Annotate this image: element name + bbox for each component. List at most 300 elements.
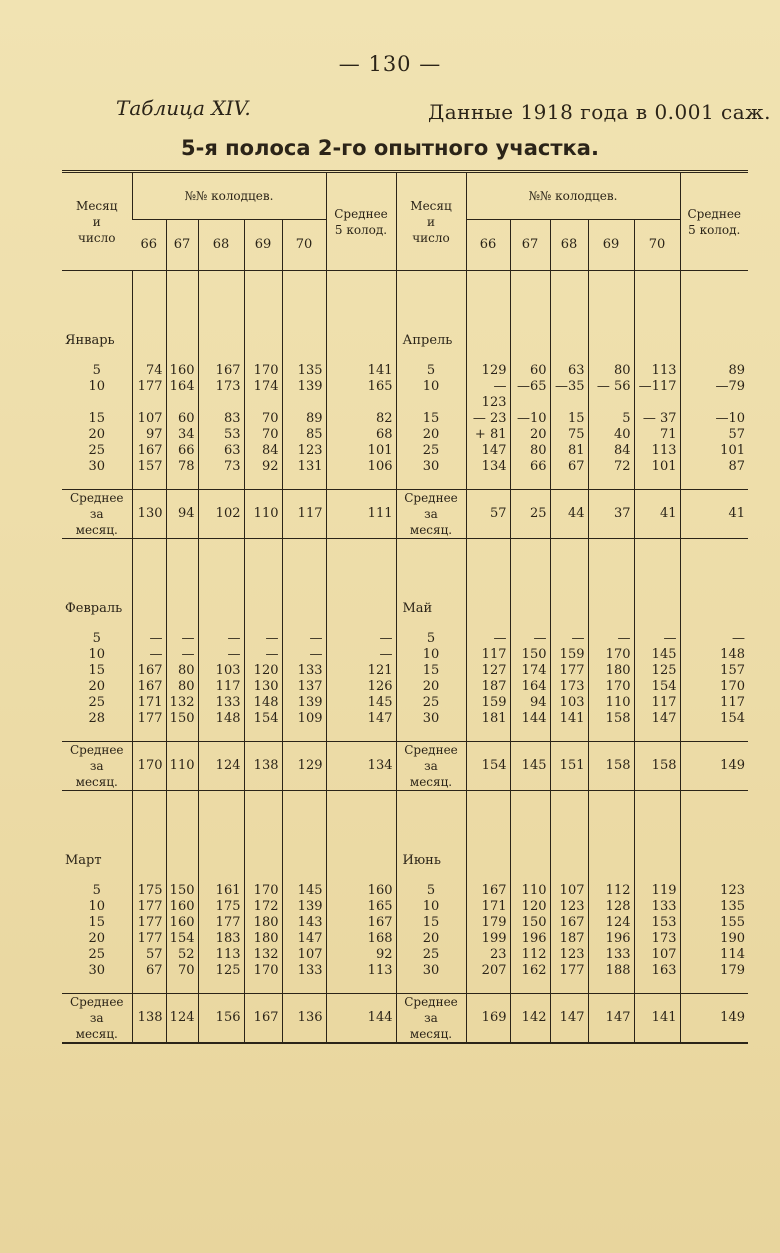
value-cell: 177: [550, 663, 588, 679]
block-spacer: [62, 271, 748, 334]
value-cell: 83: [198, 411, 244, 427]
average-value: 158: [634, 742, 680, 791]
value-cell: 92: [326, 947, 396, 963]
value-cell: 70: [166, 963, 198, 979]
value-cell: —: [132, 631, 166, 647]
value-cell: 67: [132, 963, 166, 979]
value-cell: 147: [282, 931, 326, 947]
day-cell: 20: [88, 679, 106, 694]
value-cell: —: [634, 631, 680, 647]
average-value: 110: [166, 742, 198, 791]
blank-cell: [550, 349, 588, 363]
well-number-header: 69: [588, 220, 634, 271]
value-cell: —117: [634, 379, 680, 411]
average-value: 57: [466, 490, 510, 539]
value-cell: 117: [634, 695, 680, 711]
value-cell: 132: [166, 695, 198, 711]
page-number: — 130 —: [338, 52, 442, 76]
value-cell: 161: [198, 883, 244, 899]
value-cell: 80: [166, 679, 198, 695]
value-cell: 147: [466, 443, 510, 459]
average-value: 44: [550, 490, 588, 539]
value-cell: 177: [132, 379, 166, 411]
well-number-header: 67: [510, 220, 550, 271]
day-cell: 5: [396, 631, 466, 647]
average-value: 25: [510, 490, 550, 539]
table-row: [62, 459, 748, 475]
average-value: 138: [244, 742, 282, 791]
day-cell: 20: [396, 931, 466, 947]
blank-cell: [634, 869, 680, 883]
value-cell: 57: [680, 427, 748, 443]
value-cell: —: [466, 631, 510, 647]
value-cell: 165: [326, 379, 396, 411]
value-cell: 72: [588, 459, 634, 475]
blank-cell: [132, 601, 166, 617]
average-header: [326, 172, 396, 271]
blank-cell: [634, 539, 680, 602]
blank-cell: [282, 617, 326, 631]
blank-cell: [166, 349, 198, 363]
average-value: 147: [588, 994, 634, 1044]
value-cell: — 37: [634, 411, 680, 427]
average-header: [680, 172, 748, 271]
blank-cell: [680, 791, 748, 854]
blank-cell: [244, 791, 282, 854]
value-cell: 181: [466, 711, 510, 727]
blank-cell: [326, 271, 396, 334]
value-cell: —: [198, 631, 244, 647]
average-value: 167: [244, 994, 282, 1044]
blank-cell: [326, 869, 396, 883]
blank-cell: [634, 979, 680, 994]
value-cell: 167: [466, 883, 510, 899]
value-cell: 130: [244, 679, 282, 695]
block-spacer: [62, 791, 748, 854]
day-cell: 30: [88, 459, 106, 474]
day-cell: 15: [88, 411, 106, 426]
value-cell: 171: [132, 695, 166, 711]
blank-cell: [396, 271, 466, 334]
value-cell: 135: [680, 899, 748, 915]
value-cell: 113: [634, 363, 680, 379]
blank-cell: [244, 617, 282, 631]
value-cell: 159: [466, 695, 510, 711]
value-cell: —: [326, 647, 396, 663]
value-cell: 73: [198, 459, 244, 475]
well-number-header: 69: [244, 220, 282, 271]
value-cell: 135: [282, 363, 326, 379]
value-cell: 154: [634, 679, 680, 695]
day-cell: 30: [396, 711, 466, 727]
blank-cell: [588, 727, 634, 742]
value-cell: 164: [510, 679, 550, 695]
day-cell: 15: [396, 411, 466, 427]
blank-cell: [396, 617, 466, 631]
average-value: 37: [588, 490, 634, 539]
wells-header: №№ колодцев.: [132, 172, 326, 220]
table-row: [62, 443, 748, 459]
value-cell: 71: [634, 427, 680, 443]
well-number-header: 66: [466, 220, 510, 271]
value-cell: 133: [282, 663, 326, 679]
value-cell: 107: [132, 411, 166, 427]
value-cell: 97: [132, 427, 166, 443]
value-cell: 177: [132, 899, 166, 915]
value-cell: 160: [326, 883, 396, 899]
value-cell: 175: [198, 899, 244, 915]
value-cell: 157: [680, 663, 748, 679]
day-cell: 20: [396, 679, 466, 695]
value-cell: 196: [510, 931, 550, 947]
average-value: 110: [244, 490, 282, 539]
value-cell: 113: [326, 963, 396, 979]
blank-cell: [680, 349, 748, 363]
value-cell: 80: [588, 363, 634, 379]
average-value: 169: [466, 994, 510, 1044]
value-cell: + 81: [466, 427, 510, 443]
blank-cell: [198, 979, 244, 994]
blank-cell: [166, 853, 198, 869]
average-value: 147: [550, 994, 588, 1044]
value-cell: 101: [634, 459, 680, 475]
value-cell: 123: [282, 443, 326, 459]
blank-cell: [680, 727, 748, 742]
value-cell: 92: [244, 459, 282, 475]
blank-cell: [466, 979, 510, 994]
day-cell: 5: [92, 631, 101, 646]
blank-cell: [588, 979, 634, 994]
value-cell: —: [550, 631, 588, 647]
value-cell: 187: [550, 931, 588, 947]
blank-cell: [198, 271, 244, 334]
blank-cell: [282, 791, 326, 854]
value-cell: 66: [510, 459, 550, 475]
value-cell: 20: [510, 427, 550, 443]
value-cell: 63: [550, 363, 588, 379]
value-cell: 168: [326, 931, 396, 947]
blank-cell: [680, 333, 748, 349]
blank-cell: [282, 271, 326, 334]
blank-cell: [62, 475, 132, 490]
value-cell: 153: [634, 915, 680, 931]
blank-cell: [466, 271, 510, 334]
blank-cell: [282, 601, 326, 617]
average-label: Среднее за месяц.: [396, 994, 466, 1044]
value-cell: 173: [550, 679, 588, 695]
blank-cell: [588, 333, 634, 349]
blank-cell: [326, 349, 396, 363]
value-cell: 131: [282, 459, 326, 475]
monthly-average-row: [62, 742, 748, 791]
value-cell: 125: [198, 963, 244, 979]
value-cell: —: [198, 647, 244, 663]
value-cell: 179: [680, 963, 748, 979]
blank-cell: [588, 617, 634, 631]
value-cell: 175: [132, 883, 166, 899]
average-value: 124: [166, 994, 198, 1044]
table-label: Таблица XIV.: [116, 96, 251, 120]
value-cell: 145: [282, 883, 326, 899]
month-name: Апрель: [396, 333, 466, 349]
day-cell: 20: [396, 427, 466, 443]
blank-cell: [326, 601, 396, 617]
average-value: 144: [326, 994, 396, 1044]
value-cell: 110: [510, 883, 550, 899]
value-cell: —: [282, 647, 326, 663]
value-cell: 150: [166, 711, 198, 727]
blank-cell: [634, 853, 680, 869]
average-value: 154: [466, 742, 510, 791]
value-cell: 94: [510, 695, 550, 711]
day-cell: 15: [396, 915, 466, 931]
block-spacer: [62, 617, 748, 631]
value-cell: 110: [588, 695, 634, 711]
blank-cell: [244, 475, 282, 490]
blank-cell: [132, 727, 166, 742]
day-cell: 5: [396, 363, 466, 379]
value-cell: 207: [466, 963, 510, 979]
value-cell: 167: [326, 915, 396, 931]
blank-cell: [198, 333, 244, 349]
blank-cell: [132, 475, 166, 490]
blank-cell: [244, 271, 282, 334]
value-cell: 165: [326, 899, 396, 915]
blank-cell: [166, 539, 198, 602]
blank-cell: [588, 869, 634, 883]
value-cell: 117: [198, 679, 244, 695]
month-header-label: Месяц и число: [76, 198, 118, 245]
value-cell: 188: [588, 963, 634, 979]
blank-cell: [326, 475, 396, 490]
blank-cell: [588, 349, 634, 363]
value-cell: 167: [550, 915, 588, 931]
average-value: 124: [198, 742, 244, 791]
value-cell: 177: [132, 915, 166, 931]
day-cell: 28: [88, 711, 106, 726]
blank-cell: [634, 791, 680, 854]
day-cell: 30: [396, 963, 466, 979]
average-label: Среднее за месяц.: [396, 742, 466, 791]
blank-cell: [634, 601, 680, 617]
value-cell: 101: [680, 443, 748, 459]
table-row: [62, 379, 748, 411]
blank-cell: [680, 601, 748, 617]
value-cell: 137: [282, 679, 326, 695]
value-cell: 160: [166, 899, 198, 915]
day-cell: 25: [88, 443, 106, 458]
data-line: Данные 1918 года в 0.001 саж.: [428, 100, 771, 124]
blank-cell: [198, 539, 244, 602]
value-cell: 81: [550, 443, 588, 459]
value-cell: 159: [550, 647, 588, 663]
value-cell: 128: [588, 899, 634, 915]
blank-cell: [510, 349, 550, 363]
blank-cell: [244, 979, 282, 994]
blank-cell: [634, 617, 680, 631]
blank-cell: [62, 617, 132, 631]
day-cell: 20: [88, 427, 106, 442]
table-row: [62, 363, 748, 379]
blank-cell: [198, 601, 244, 617]
blank-cell: [62, 349, 132, 363]
blank-cell: [396, 979, 466, 994]
blank-cell: [466, 601, 510, 617]
average-value: 129: [282, 742, 326, 791]
value-cell: —: [166, 647, 198, 663]
blank-cell: [198, 791, 244, 854]
blank-cell: [510, 727, 550, 742]
blank-cell: [166, 271, 198, 334]
average-label: Среднее за месяц.: [62, 742, 132, 791]
value-cell: 167: [132, 443, 166, 459]
value-cell: 174: [510, 663, 550, 679]
blank-cell: [550, 271, 588, 334]
value-cell: 85: [282, 427, 326, 443]
value-cell: 163: [634, 963, 680, 979]
value-cell: 150: [510, 647, 550, 663]
value-cell: 84: [588, 443, 634, 459]
blank-cell: [244, 539, 282, 602]
value-cell: 145: [634, 647, 680, 663]
blank-cell: [244, 349, 282, 363]
month-name: Июнь: [396, 853, 466, 869]
value-cell: 157: [132, 459, 166, 475]
value-cell: 139: [282, 379, 326, 411]
value-cell: 154: [166, 931, 198, 947]
value-cell: 112: [588, 883, 634, 899]
value-cell: 154: [680, 711, 748, 727]
blank-cell: [166, 601, 198, 617]
blank-cell: [634, 333, 680, 349]
value-cell: 145: [326, 695, 396, 711]
value-cell: 82: [326, 411, 396, 427]
value-cell: 170: [244, 883, 282, 899]
blank-cell: [132, 349, 166, 363]
blank-cell: [550, 853, 588, 869]
average-label: Среднее за месяц.: [396, 490, 466, 539]
table-row: [62, 679, 748, 695]
blank-cell: [198, 475, 244, 490]
value-cell: 167: [132, 679, 166, 695]
block-spacer: [62, 727, 748, 742]
value-cell: 183: [198, 931, 244, 947]
value-cell: 109: [282, 711, 326, 727]
blank-cell: [396, 349, 466, 363]
well-number-header: 67: [166, 220, 198, 271]
well-number-header: 68: [198, 220, 244, 271]
value-cell: 60: [166, 411, 198, 427]
well-number-header: 70: [282, 220, 326, 271]
well-number-header: 68: [550, 220, 588, 271]
blank-cell: [510, 979, 550, 994]
blank-cell: [198, 853, 244, 869]
table-header-row: [62, 172, 748, 220]
blank-cell: [166, 869, 198, 883]
value-cell: 34: [166, 427, 198, 443]
value-cell: 180: [588, 663, 634, 679]
value-cell: 67: [550, 459, 588, 475]
value-cell: 15: [550, 411, 588, 427]
value-cell: 57: [132, 947, 166, 963]
blank-cell: [198, 617, 244, 631]
blank-cell: [680, 869, 748, 883]
blank-cell: [166, 979, 198, 994]
value-cell: 139: [282, 899, 326, 915]
blank-cell: [326, 333, 396, 349]
value-cell: 167: [198, 363, 244, 379]
blank-cell: [132, 539, 166, 602]
blank-cell: [550, 617, 588, 631]
table-subtitle: 5-я полоса 2-го опытного участка.: [181, 136, 599, 160]
table-row: [62, 963, 748, 979]
blank-cell: [166, 791, 198, 854]
average-value: 145: [510, 742, 550, 791]
value-cell: — 23: [466, 411, 510, 427]
blank-cell: [132, 853, 166, 869]
day-cell: 25: [396, 695, 466, 711]
blank-cell: [588, 271, 634, 334]
value-cell: 172: [244, 899, 282, 915]
value-cell: 87: [680, 459, 748, 475]
value-cell: — 56: [588, 379, 634, 411]
monthly-average-row: [62, 994, 748, 1044]
blank-cell: [198, 727, 244, 742]
value-cell: 5: [588, 411, 634, 427]
month-name-row: [62, 853, 748, 869]
value-cell: —: [510, 631, 550, 647]
day-cell: 25: [88, 947, 106, 962]
blank-cell: [588, 853, 634, 869]
value-cell: 103: [198, 663, 244, 679]
value-cell: 141: [550, 711, 588, 727]
value-cell: 70: [244, 411, 282, 427]
blank-cell: [466, 349, 510, 363]
blank-cell: [680, 271, 748, 334]
value-cell: 150: [510, 915, 550, 931]
blank-cell: [166, 475, 198, 490]
blank-cell: [132, 979, 166, 994]
value-cell: 133: [588, 947, 634, 963]
blank-cell: [680, 475, 748, 490]
blank-cell: [132, 617, 166, 631]
average-label: Среднее за месяц.: [62, 490, 132, 539]
value-cell: 112: [510, 947, 550, 963]
value-cell: 147: [326, 711, 396, 727]
block-spacer: [62, 539, 748, 602]
value-cell: 139: [282, 695, 326, 711]
day-cell: 10: [396, 379, 466, 411]
day-cell: 20: [88, 931, 106, 946]
value-cell: 114: [680, 947, 748, 963]
value-cell: 106: [326, 459, 396, 475]
blank-cell: [326, 539, 396, 602]
blank-cell: [550, 333, 588, 349]
blank-cell: [132, 791, 166, 854]
value-cell: 84: [244, 443, 282, 459]
average-value: 142: [510, 994, 550, 1044]
table-row: [62, 899, 748, 915]
value-cell: 160: [166, 915, 198, 931]
value-cell: 180: [244, 931, 282, 947]
month-header: [396, 172, 466, 271]
blank-cell: [244, 333, 282, 349]
average-value: 151: [550, 742, 588, 791]
value-cell: 170: [244, 363, 282, 379]
blank-cell: [466, 853, 510, 869]
value-cell: 121: [326, 663, 396, 679]
blank-cell: [244, 727, 282, 742]
